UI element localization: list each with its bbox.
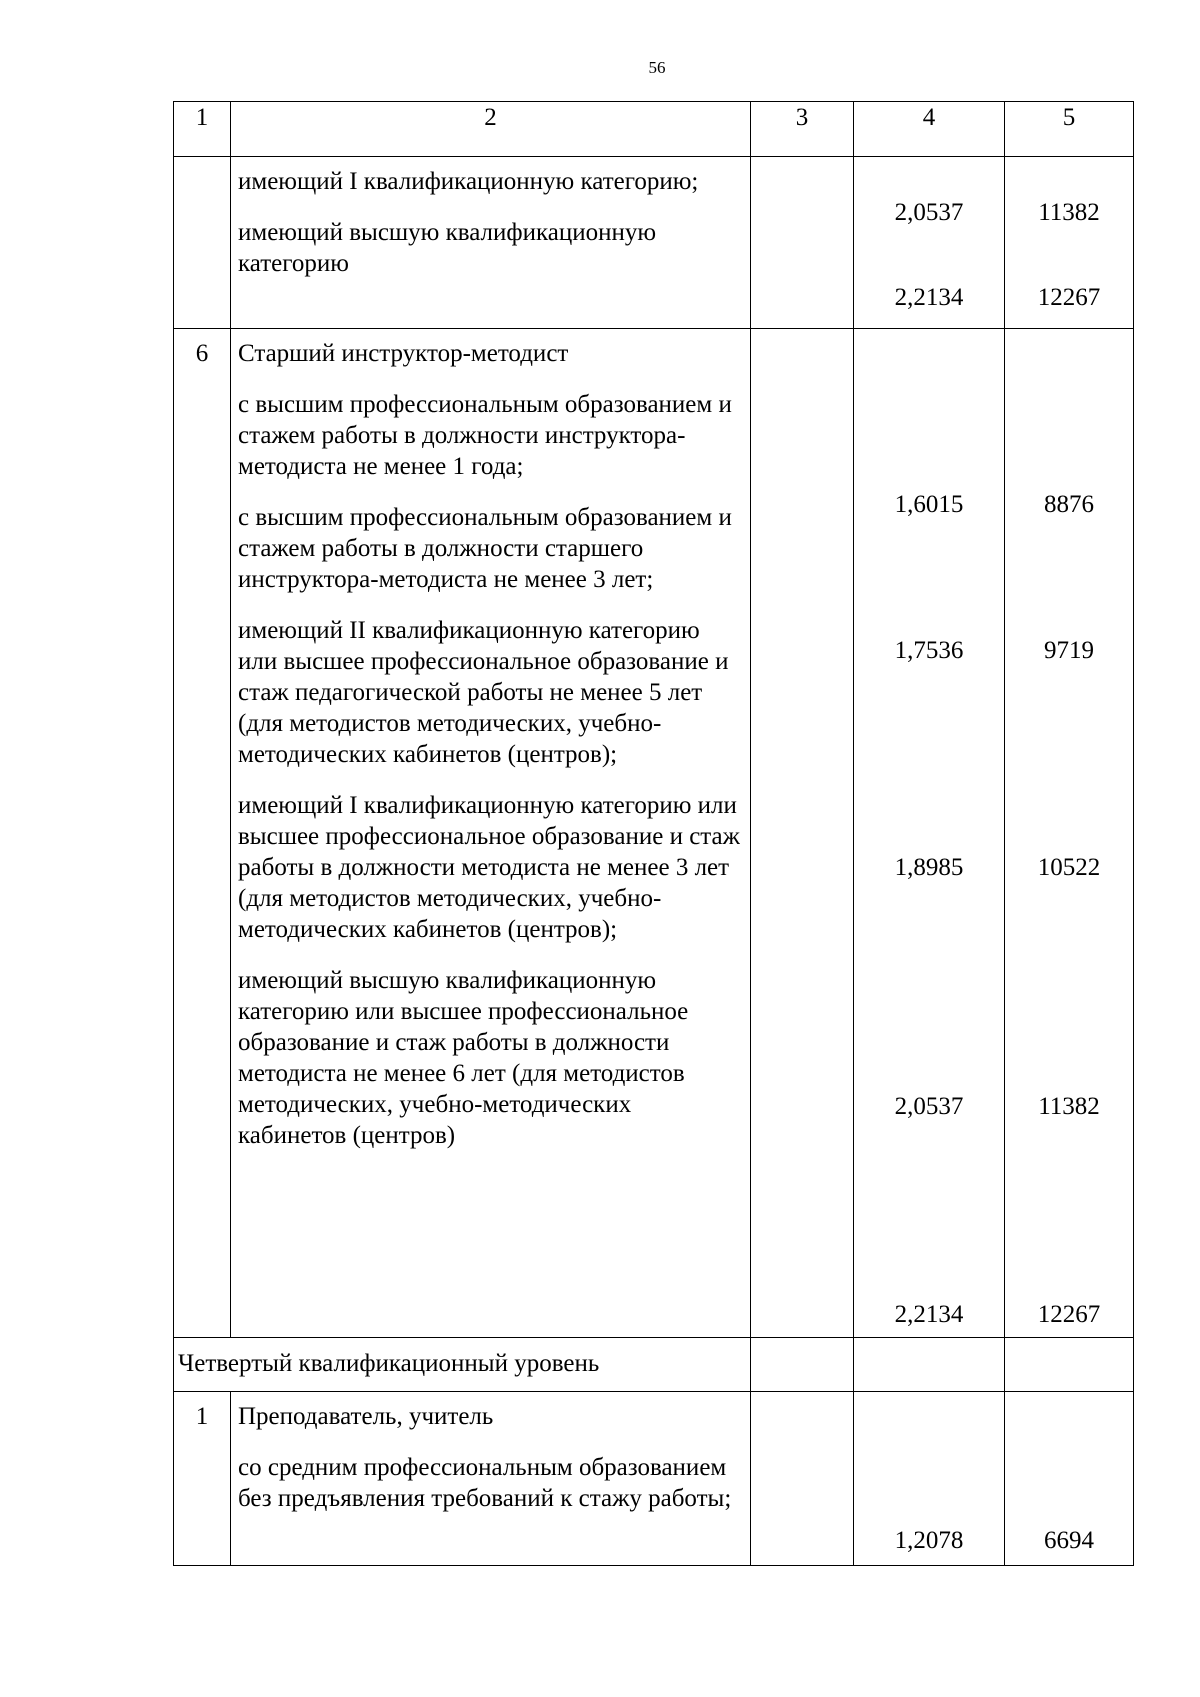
qualification-level-label: Четвертый квалификационный уровень [174, 1338, 751, 1392]
qualification-text: имеющий I квалификационную категорию; [238, 168, 699, 195]
page-number: 56 [648, 58, 666, 77]
salary-value: 11382 [1038, 1093, 1100, 1120]
header-cell-1: 1 [174, 102, 231, 157]
row-number: 6 [174, 329, 231, 1338]
coefficient-value: 1,6015 [894, 491, 964, 518]
position-description [231, 1392, 751, 1566]
salary-cell [1005, 157, 1134, 329]
coefficient-value: 2,2134 [894, 1301, 964, 1328]
column-3-empty [751, 1338, 854, 1392]
qualification-text: с высшим профессиональным образованием и стажем работы в должности старшего инструктора-методиста не менее 3 лет; [238, 504, 732, 593]
salary-cell [1005, 1392, 1134, 1566]
table-row [174, 329, 1134, 1338]
coefficient-cell [854, 1392, 1005, 1566]
salary-value: 10522 [1037, 854, 1101, 881]
table-header-row [174, 102, 1134, 157]
header-cell-3: 3 [751, 102, 854, 157]
qualification-level-row [174, 1338, 1134, 1392]
qualification-text: имеющий II квалификационную категорию или высшее профессиональное образование и стаж педагогической работы не менее 5 лет (для методистов методических, учебно-методических кабинетов (центров); [238, 617, 729, 768]
coefficient-value: 2,0537 [894, 199, 964, 226]
position-description [231, 157, 751, 329]
column-3-empty [751, 1392, 854, 1566]
coefficient-value: 2,0537 [894, 1093, 964, 1120]
salary-value: 6694 [1044, 1527, 1094, 1554]
position-title: Старший инструктор-методист [238, 340, 569, 367]
header-cell-4: 4 [854, 102, 1005, 157]
column-3-empty [751, 329, 854, 1338]
qualification-text: с высшим профессиональным образованием и стажем работы в должности инструктора-методиста не менее 1 года; [238, 391, 732, 480]
qualification-text: имеющий I квалификационную категорию или высшее профессиональное образование и стаж работы в должности методиста не менее 3 лет (для методистов методических, учебно-методических кабинетов (центров); [238, 792, 740, 943]
table-row [174, 1392, 1134, 1566]
salary-value: 12267 [1037, 284, 1101, 311]
coefficient-cell [854, 157, 1005, 329]
salary-value: 11382 [1038, 199, 1100, 226]
coefficient-value: 1,7536 [894, 637, 964, 664]
coefficient-value: 1,2078 [894, 1527, 964, 1554]
qualification-text: имеющий высшую квалификационную категорию [238, 219, 657, 277]
header-cell-5: 5 [1005, 102, 1134, 157]
header-cell-2: 2 [231, 102, 751, 157]
salary-value: 9719 [1044, 637, 1094, 664]
column-4-empty [854, 1338, 1005, 1392]
qualification-text: имеющий высшую квалификационную категорию или высшее профессиональное образование и стаж работы в должности методиста не менее 6 лет (для методистов методических, учебно-методических кабинетов (центров) [238, 967, 689, 1149]
column-5-empty [1005, 1338, 1134, 1392]
row-number: 1 [174, 1392, 231, 1566]
table-row [174, 157, 1134, 329]
coefficient-cell [854, 329, 1005, 1338]
qualification-text: со средним профессиональным образованием без предъявления требований к стажу работы; [238, 1454, 732, 1512]
coefficient-value: 1,8985 [894, 854, 964, 881]
coefficient-value: 2,2134 [894, 284, 964, 311]
column-3-empty [751, 157, 854, 329]
row-number-empty [174, 157, 231, 329]
salary-table [173, 101, 1134, 1566]
position-title: Преподаватель, учитель [238, 1403, 494, 1430]
salary-value: 8876 [1044, 491, 1094, 518]
salary-value: 12267 [1037, 1301, 1101, 1328]
position-description [231, 329, 751, 1338]
salary-cell [1005, 329, 1134, 1338]
